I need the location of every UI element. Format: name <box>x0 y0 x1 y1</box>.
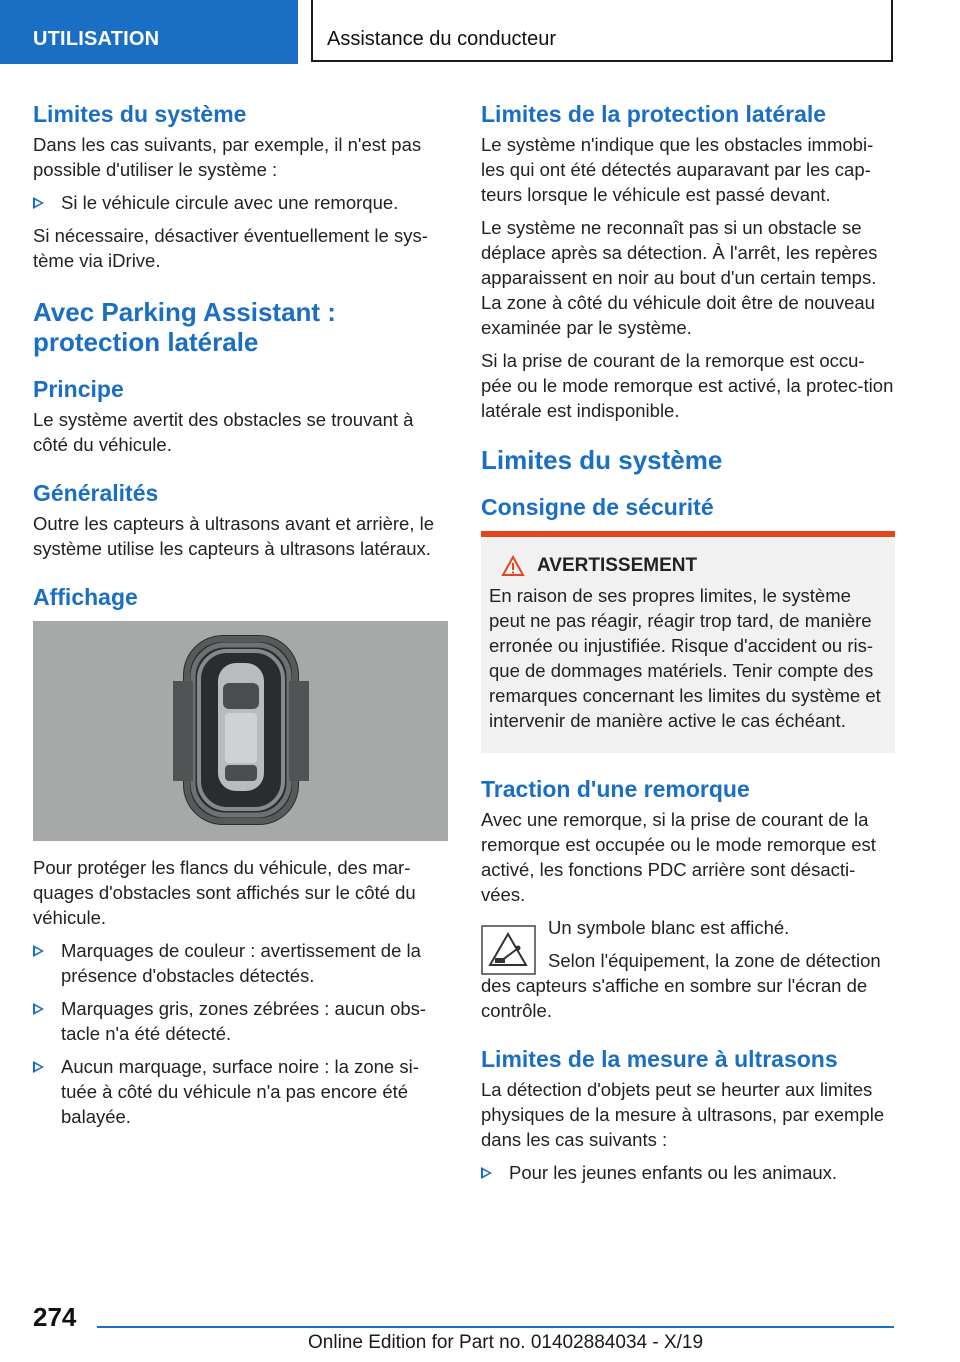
trailer-paragraph-3: Selon l'équipement, la zone de détection des capteurs s'affiche en sombre sur l'écran de contrôle. <box>481 950 881 1021</box>
trailer-paragraph-1: Avec une remorque, si la prise de courant de la remorque est occupée ou le mode remorque est activé, les fonctions PDC arrière sont désacti-vées. <box>481 809 876 905</box>
affichage-heading: Affichage <box>33 584 138 610</box>
trailer-paragraph-2: Un symbole blanc est affiché. <box>548 917 790 938</box>
warning-header <box>501 555 887 577</box>
footer-divider <box>97 1326 894 1328</box>
side-protection-paragraph-2: Le système ne reconnaît pas si un obstacle se déplace après sa détection. À l'arrêt, les repères apparaissent en noir au bout d'un certain temps. La zone à côté du véhicule doit être de nouveau examinée par le système. <box>481 217 878 338</box>
section-label: UTILISATION <box>33 28 160 50</box>
side-protection-paragraph-1: Le système n'indique que les obstacles immobi-les qui ont été détectés auparavant par les cap-teurs lorsque le véhicule est passé devant. <box>481 134 874 205</box>
affichage-paragraph: Pour protéger les flancs du véhicule, des mar-quages d'obstacles sont affichés sur le côté du véhicule. <box>33 857 416 928</box>
list-item: Aucun marquage, surface noire : la zone si-tuée à côté du véhicule n'a pas encore été balayée. <box>33 1054 448 1129</box>
edition-footer: Online Edition for Part no. 01402884034 - X/19 <box>308 1332 704 1353</box>
limits-paragraph-2: Si nécessaire, désactiver éventuellement le sys-tème via iDrive. <box>33 225 428 271</box>
system-limits-heading: Limites du système <box>481 445 723 475</box>
list-item: Marquages gris, zones zébrées : aucun obs-tacle n'a été détecté. <box>33 996 448 1046</box>
warning-triangle-icon <box>501 555 525 577</box>
trailer-symbol-row <box>481 915 895 940</box>
triangle-bullet-icon <box>481 1167 492 1179</box>
warning-label: AVERTISSEMENT <box>537 555 698 576</box>
affichage-list <box>33 938 448 1129</box>
car-top-view-icon <box>33 621 448 841</box>
limits-paragraph: Dans les cas suivants, par exemple, il n'est pas possible d'utiliser le système : <box>33 134 422 180</box>
triangle-bullet-icon <box>33 1003 44 1015</box>
ultrasonic-limits-heading: Limites de la mesure à ultrasons <box>481 1046 838 1072</box>
left-column <box>33 100 448 1137</box>
ultrasonic-list <box>481 1160 895 1185</box>
side-protection-limits-heading: Limites de la protection latérale <box>481 101 827 127</box>
warning-box <box>481 531 895 753</box>
chapter-header <box>311 0 893 62</box>
side-protection-paragraph-3: Si la prise de courant de la remorque est occu-pée ou le mode remorque est activé, la protec-tion latérale est indisponible. <box>481 350 894 421</box>
triangle-bullet-icon <box>33 197 44 209</box>
principe-heading: Principe <box>33 376 124 402</box>
chapter-label: Assistance du conducteur <box>327 28 557 50</box>
triangle-bullet-icon <box>33 1061 44 1073</box>
right-column <box>481 100 895 1193</box>
generalites-paragraph: Outre les capteurs à ultrasons avant et arrière, le système utilise les capteurs à ultrasons latéraux. <box>33 513 435 559</box>
trailer-symbol-icon <box>481 925 536 975</box>
trailer-heading: Traction d'une remorque <box>481 776 750 802</box>
list-item: Si le véhicule circule avec une remorque. <box>33 190 448 215</box>
parking-assistant-heading: Avec Parking Assistant : protection latérale <box>33 297 336 357</box>
limits-heading: Limites du système <box>33 101 247 127</box>
ultrasonic-paragraph: La détection d'objets peut se heurter aux limites physiques de la mesure à ultrasons, par exemple dans les cas suivants : <box>481 1079 885 1150</box>
section-tab <box>0 0 298 64</box>
list-item: Marquages de couleur : avertissement de la présence d'obstacles détectés. <box>33 938 448 988</box>
generalites-heading: Généralités <box>33 480 159 506</box>
side-protection-display-image <box>33 621 448 841</box>
warning-text: En raison de ses propres limites, le système peut ne pas réagir, réagir trop tard, de manière erronée ou injustifiée. Risque d'accident ou ris-que de dommages matériels. Tenir compte des remarques concernant les limites du système et intervenir de manière active le cas échéant. <box>489 585 881 731</box>
safety-heading: Consigne de sécurité <box>481 494 714 520</box>
list-item: Pour les jeunes enfants ou les animaux. <box>481 1160 895 1185</box>
principe-paragraph: Le système avertit des obstacles se trouvant à côté du véhicule. <box>33 409 414 455</box>
page-number: 274 <box>33 1302 77 1332</box>
limits-list <box>33 190 448 215</box>
triangle-bullet-icon <box>33 945 44 957</box>
